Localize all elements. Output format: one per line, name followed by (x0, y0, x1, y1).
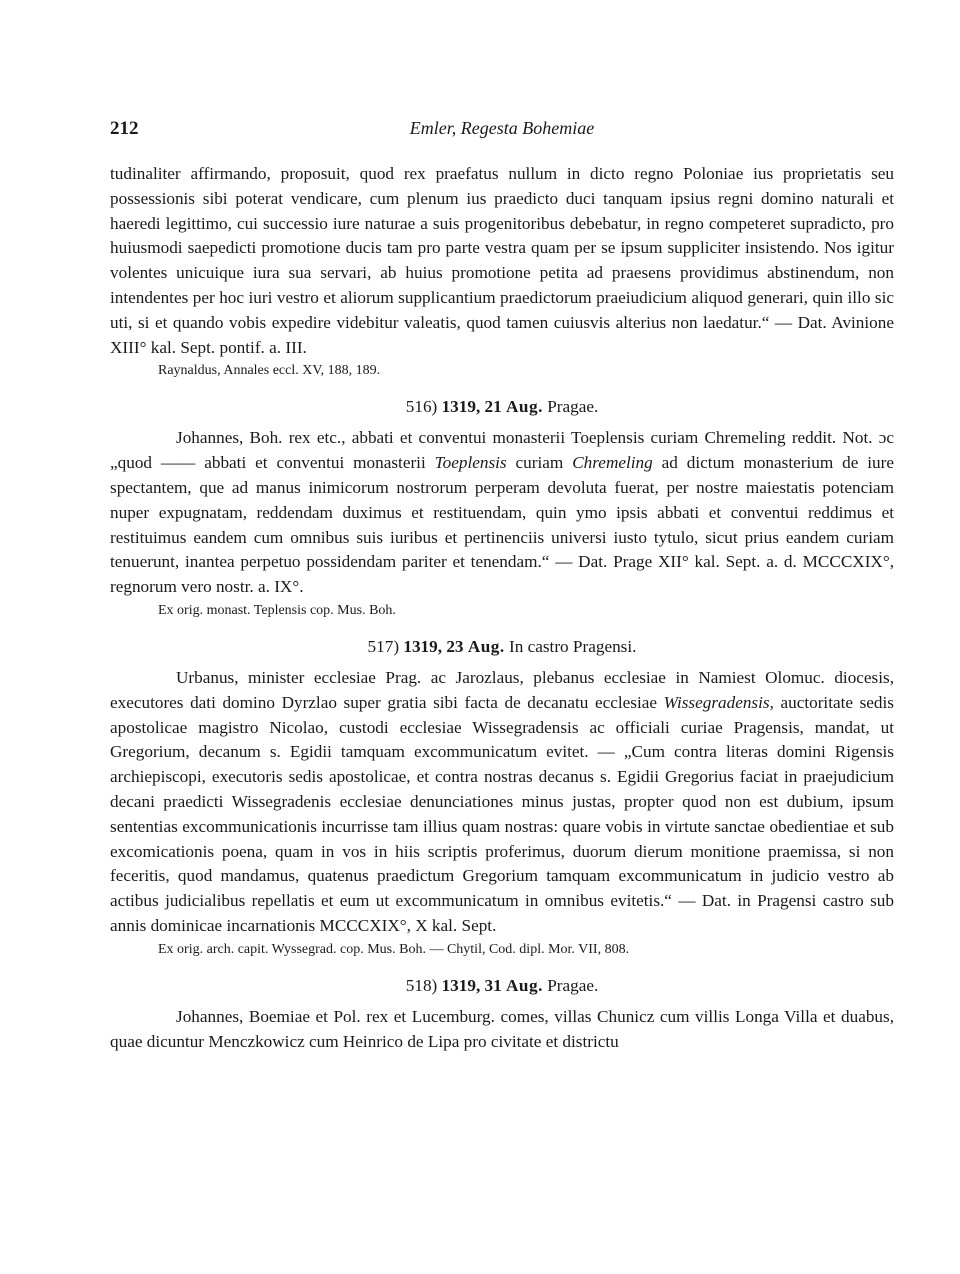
regest-entry-517 (110, 634, 894, 961)
page-number: 212 (110, 118, 139, 139)
document-page (110, 118, 894, 1054)
regest-entry-518 (110, 973, 894, 1055)
source-citation: Raynaldus, Annales eccl. XV, 188, 189. (158, 363, 381, 379)
entry-text (110, 666, 894, 939)
entry-text-part: ad dictum monasterium de iure spectantem, que ad manus inimicorum nostrorum perperam devoluta fuerat, per nostre maiestatis potenciam nuper expugnatam, reddendam duximus et restituendam, quin ymo ipsis abbati et conventui reddimus et restituimus eandem cum omnibus suis iuribus et pertinenciis universi iusto tytulo, sicut prius eandem curiam tenuerunt, inantea perpetuo possidendam pariter et tenendam.“ — Dat. Prage XII° kal. Sept. a. d. MCCCXIX°, regnorum vero nostr. a. IX°. (110, 453, 894, 597)
entry-month: Aug. (506, 975, 543, 995)
entry-day: 31 (484, 975, 502, 995)
entry-heading (110, 394, 894, 420)
continuation-paragraph: tudinaliter affirmando, proposuit, quod rex praefatus nullum in dicto regno Poloniae ius proprietatis seu possessionis sibi poterat vendicare, cum plenum ius praedicto duci tanquam ipsius regni domino naturali et haeredi legittimo, cui successio iure naturae a suis progenitoribus debebatur, in regno competeret supradicto, pro huiusmodi saepedicti promotione ducis tam pro parte vestra quam per se ipsum suppliciter insistendo. Nos igitur volentes unicuique iura sua servari, ab huius promotione petita ad praesens providimus abstinendum, non intendentes per hoc iuri vestro et aliorum supplicantium praedictorum praeiudicium aliquod generari, quin illo sic uti, si et quando vobis expedire videbitur valeatis, quod tamen cuiusvis alterius non laedatur.“ — Dat. Avinione XIII° kal. Sept. pontif. a. III. (110, 164, 894, 357)
entry-text-part: Urbanus, minister ecclesiae Prag. ac Jarozlaus, plebanus ecclesiae in Namiest Olomuc. diocesis, executores dati domino Dyrzlao super gratia sibi facta de decanatu ecclesiae (110, 667, 894, 712)
source-citation: Ex orig. arch. capit. Wyssegrad. cop. Mus. Boh. — Chytil, Cod. dipl. Mor. VII, 808. (158, 941, 630, 957)
entry-italic: Chremeling (572, 453, 653, 473)
entry-day: 23 (446, 636, 464, 656)
running-title: Emler, Regesta Bohemiae (409, 118, 595, 138)
entry-day: 21 (484, 397, 502, 417)
entry-place: Pragae. (547, 975, 599, 995)
entry-year: 1319, (441, 975, 481, 995)
entry-text: Johannes, Boemiae et Pol. rex et Lucemburg. comes, villas Chunicz cum villis Longa Villa et duabus, quae dicuntur Menczkowicz cum Heinrico de Lipa pro civitate et districtu (110, 1006, 894, 1051)
entry-number: 517) (367, 636, 400, 656)
entry-text (110, 426, 894, 600)
entry-italic: Wissegradensis, (663, 692, 774, 712)
entry-month: Aug. (467, 636, 505, 656)
entry-text-part: Not. ɔc „quod —— abbati et conventui monasterii (110, 428, 894, 473)
entry-heading (110, 973, 894, 999)
entry-heading (110, 634, 894, 660)
entry-year: 1319, (441, 397, 481, 417)
entry-text-part: auctoritate sedis apostolicae magistro Nicolao, custodi ecclesiae Wissegradensis ac officiali curiae Pragensis, mandat, ut Gregorium, decanum s. Egidii tamquam excommunicatum evitet. — „Cum contra literas domini Rigensis archiepiscopi, executoris sedis apostolicae, et contra nostras decanus s. Egidii Gregorius faciat in praejudicium decani praedicti Wissegradenis ecclesiae denunciationes minus justas, propter quod non est dubium, ipsum sententias excommunicationis incurrisse tam illius quam nostras: quare vobis in virtute sanctae obedientiae et sub excomicationis poena, quam in vos in hiis scriptis proferimus, duorum dierum monitione praemissa, si non feceritis, quod mandamus, quatenus praedictum Gregorium tamquam excommunicatum in judicio vestro ab actibus judicialibus repellatis et eum ut excommunicatum in omnibus evitetis.“ — Dat. in Pragensi castro sub annis dominicae incarnationis MCCCXIX°, X kal. Sept. (110, 692, 894, 935)
entry-place: In castro Pragensi. (508, 636, 637, 656)
page-header (110, 118, 894, 148)
entry-month: Aug. (506, 397, 543, 417)
entry-year: 1319, (403, 636, 443, 656)
entry-text-part: curiam (506, 453, 573, 473)
regest-entry-516 (110, 394, 894, 622)
entry-place: Pragae. (547, 397, 599, 417)
entry-italic: Toeplensis (434, 453, 507, 473)
source-citation: Ex orig. monast. Teplensis cop. Mus. Boh. (158, 602, 396, 618)
entry-number: 518) (405, 975, 438, 995)
entry-number: 516) (405, 397, 438, 417)
entry-summary: Johannes, Boh. rex etc., abbati et conventui monasterii Toeplensis curiam Chremeling reddit. (176, 428, 837, 448)
